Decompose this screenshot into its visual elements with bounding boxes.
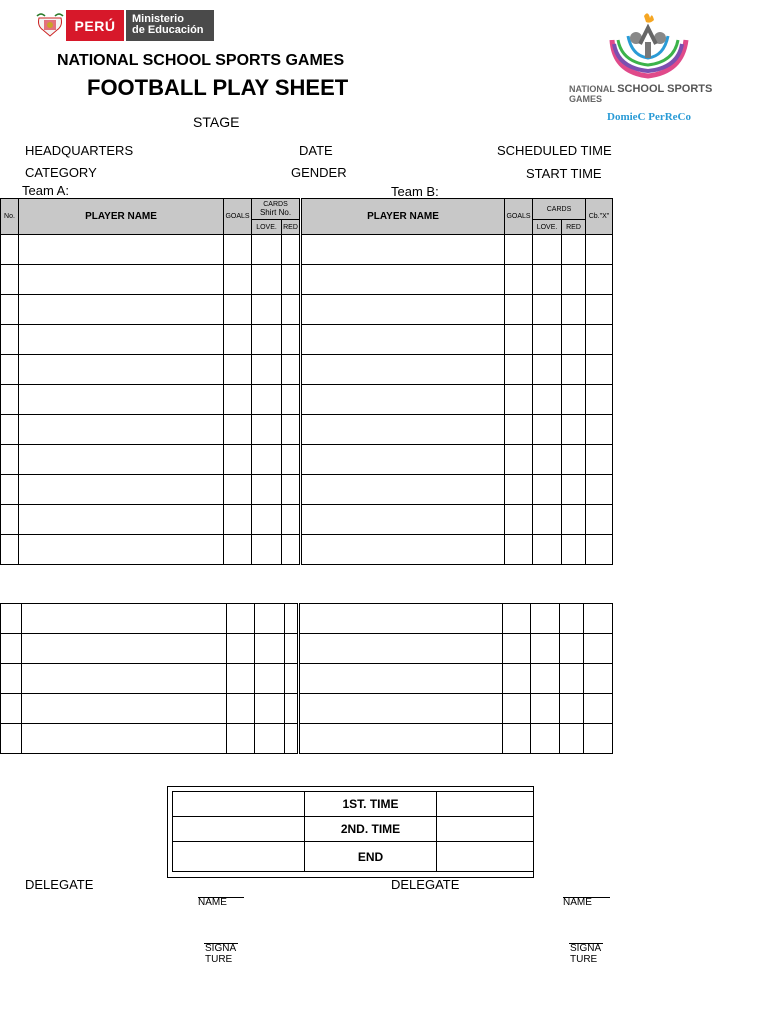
table-cell[interactable] <box>562 415 586 445</box>
table-cell[interactable] <box>1 694 22 724</box>
table-cell[interactable] <box>1 445 19 475</box>
table-cell[interactable] <box>1 295 19 325</box>
table-cell[interactable] <box>227 634 255 664</box>
table-cell[interactable] <box>1 355 19 385</box>
table-cell[interactable] <box>301 445 505 475</box>
table-cell[interactable] <box>584 664 613 694</box>
table-cell[interactable] <box>19 505 224 535</box>
table-cell[interactable] <box>586 295 613 325</box>
table-cell[interactable] <box>255 694 285 724</box>
table-cell[interactable] <box>562 535 586 565</box>
table-cell[interactable] <box>533 265 562 295</box>
table-cell[interactable] <box>533 235 562 265</box>
table-cell[interactable] <box>505 445 533 475</box>
table-cell[interactable] <box>282 295 301 325</box>
table-cell[interactable] <box>586 445 613 475</box>
table-cell[interactable] <box>301 415 505 445</box>
start-time-label: START TIME <box>526 166 602 181</box>
table-cell[interactable] <box>19 445 224 475</box>
table-cell[interactable] <box>299 664 503 694</box>
table-cell[interactable] <box>562 385 586 415</box>
table-cell[interactable] <box>252 325 282 355</box>
table-cell[interactable] <box>252 265 282 295</box>
table-cell[interactable] <box>1 385 19 415</box>
table-cell[interactable] <box>586 535 613 565</box>
header-love-a: LOVE. <box>252 220 282 235</box>
table-cell[interactable] <box>503 634 531 664</box>
table-cell[interactable] <box>533 535 562 565</box>
table-cell[interactable] <box>255 724 285 754</box>
table-cell[interactable] <box>562 475 586 505</box>
table-cell[interactable] <box>586 505 613 535</box>
stage-label: STAGE <box>193 114 240 130</box>
table-cell[interactable] <box>560 694 584 724</box>
table-cell[interactable] <box>1 724 22 754</box>
table-cell[interactable] <box>584 694 613 724</box>
table-cell[interactable] <box>252 445 282 475</box>
table-cell[interactable] <box>586 475 613 505</box>
table-cell[interactable] <box>19 295 224 325</box>
table-cell[interactable] <box>562 295 586 325</box>
table-cell[interactable] <box>224 385 252 415</box>
header-cb-x: Cb."X" <box>586 199 613 235</box>
table-cell[interactable] <box>586 325 613 355</box>
gender-label: GENDER <box>291 165 347 180</box>
table-cell[interactable] <box>301 295 505 325</box>
ministry-logo <box>33 10 214 41</box>
header-goals-a: GOALS <box>224 199 252 235</box>
table-cell[interactable] <box>562 445 586 475</box>
table-cell[interactable] <box>22 664 227 694</box>
table-cell[interactable] <box>285 694 299 724</box>
table-cell[interactable] <box>1 505 19 535</box>
table-cell[interactable] <box>285 634 299 664</box>
table-cell[interactable] <box>584 604 613 634</box>
table-cell[interactable] <box>533 355 562 385</box>
table-cell[interactable] <box>224 235 252 265</box>
second-time-label: 2ND. TIME <box>305 817 437 842</box>
table-cell[interactable] <box>584 724 613 754</box>
table-cell[interactable] <box>586 385 613 415</box>
table-cell[interactable] <box>1 634 22 664</box>
table-cell[interactable] <box>503 604 531 634</box>
table-row <box>1 295 613 325</box>
signature-label-left: SIGNA TURE <box>205 943 237 965</box>
table-cell[interactable] <box>282 265 301 295</box>
table-row <box>1 445 613 475</box>
table-cell[interactable] <box>1 664 22 694</box>
table-cell[interactable] <box>505 265 533 295</box>
table-cell[interactable] <box>586 355 613 385</box>
table-cell[interactable] <box>255 664 285 694</box>
table-cell[interactable] <box>1 325 19 355</box>
table-row <box>1 724 613 754</box>
table-cell[interactable] <box>282 505 301 535</box>
header-goals-b: GOALS <box>505 199 533 235</box>
table-cell[interactable] <box>282 415 301 445</box>
table-cell[interactable] <box>586 265 613 295</box>
table-cell[interactable] <box>22 694 227 724</box>
reserve-player-table <box>0 603 613 754</box>
table-cell[interactable] <box>224 355 252 385</box>
table-cell[interactable] <box>282 235 301 265</box>
table-cell[interactable] <box>299 724 503 754</box>
table-cell[interactable] <box>505 385 533 415</box>
table-cell[interactable] <box>562 325 586 355</box>
team-b-label: Team B: <box>391 184 439 199</box>
table-cell[interactable] <box>285 724 299 754</box>
table-cell[interactable] <box>301 235 505 265</box>
delegate-right-label: DELEGATE <box>391 877 460 892</box>
table-cell[interactable] <box>252 295 282 325</box>
table-cell[interactable] <box>533 415 562 445</box>
date-label: DATE <box>299 143 333 158</box>
table-cell[interactable] <box>560 634 584 664</box>
headquarters-label: HEADQUARTERS <box>25 143 134 158</box>
ministry-label: Ministerio de Educación <box>124 10 214 41</box>
table-cell[interactable] <box>252 235 282 265</box>
table-cell[interactable] <box>19 415 224 445</box>
table-cell[interactable] <box>255 634 285 664</box>
table-cell[interactable] <box>1 235 19 265</box>
table-cell[interactable] <box>301 505 505 535</box>
table-cell[interactable] <box>22 724 227 754</box>
credit-text: DomieC PerReCo <box>607 111 691 123</box>
table-cell[interactable] <box>301 535 505 565</box>
header-love-b: LOVE. <box>533 220 562 235</box>
header-player-name-b: PLAYER NAME <box>301 199 505 235</box>
table-cell[interactable] <box>301 325 505 355</box>
header-cards-b: CARDS <box>533 199 586 220</box>
table-cell[interactable] <box>586 415 613 445</box>
coat-of-arms-icon <box>33 10 66 41</box>
category-label: CATEGORY <box>25 165 97 180</box>
table-row <box>1 325 613 355</box>
table-cell[interactable] <box>505 475 533 505</box>
table-cell[interactable] <box>531 664 560 694</box>
table-row <box>1 415 613 445</box>
table-cell[interactable] <box>252 385 282 415</box>
table-row <box>1 355 613 385</box>
table-cell[interactable] <box>19 475 224 505</box>
score-cell[interactable] <box>173 817 305 842</box>
table-cell[interactable] <box>1 265 19 295</box>
table-cell[interactable] <box>505 505 533 535</box>
table-row <box>1 475 613 505</box>
table-cell[interactable] <box>533 295 562 325</box>
table-cell[interactable] <box>19 355 224 385</box>
table-row <box>1 604 613 634</box>
peru-label: PERÚ <box>66 10 124 41</box>
table-cell[interactable] <box>19 265 224 295</box>
table-cell[interactable] <box>285 604 299 634</box>
table-cell[interactable] <box>505 325 533 355</box>
table-cell[interactable] <box>533 445 562 475</box>
table-cell[interactable] <box>19 385 224 415</box>
table-cell[interactable] <box>505 355 533 385</box>
table-cell[interactable] <box>503 724 531 754</box>
table-cell[interactable] <box>22 634 227 664</box>
score-cell[interactable] <box>437 842 534 872</box>
table-cell[interactable] <box>533 505 562 535</box>
table-cell[interactable] <box>224 535 252 565</box>
player-table <box>0 198 613 565</box>
table-cell[interactable] <box>505 535 533 565</box>
table-cell[interactable] <box>252 475 282 505</box>
header-cards-a: CARDS Shirt No. <box>252 199 301 220</box>
table-cell[interactable] <box>1 415 19 445</box>
table-cell[interactable] <box>560 724 584 754</box>
table-cell[interactable] <box>1 475 19 505</box>
table-cell[interactable] <box>282 445 301 475</box>
table-cell[interactable] <box>531 694 560 724</box>
table-cell[interactable] <box>19 325 224 355</box>
score-cell[interactable] <box>437 792 534 817</box>
table-cell[interactable] <box>252 415 282 445</box>
delegate-left-label: DELEGATE <box>25 877 94 892</box>
table-row <box>1 664 613 694</box>
table-cell[interactable] <box>224 265 252 295</box>
score-cell[interactable] <box>173 842 305 872</box>
table-cell[interactable] <box>22 604 227 634</box>
table-cell[interactable] <box>562 265 586 295</box>
first-time-label: 1ST. TIME <box>305 792 437 817</box>
name-label-right: NAME <box>563 897 592 908</box>
table-cell[interactable] <box>560 604 584 634</box>
table-cell[interactable] <box>531 634 560 664</box>
header-player-name-a: PLAYER NAME <box>19 199 224 235</box>
table-cell[interactable] <box>252 355 282 385</box>
table-cell[interactable] <box>301 475 505 505</box>
table-cell[interactable] <box>252 535 282 565</box>
table-cell[interactable] <box>19 235 224 265</box>
table-cell[interactable] <box>1 535 19 565</box>
table-cell[interactable] <box>224 325 252 355</box>
games-logo-text: NATIONAL SCHOOL SPORTS <box>569 83 713 95</box>
table-cell[interactable] <box>531 724 560 754</box>
name-label-left: NAME <box>198 897 227 908</box>
sheet-title: FOOTBALL PLAY SHEET <box>87 75 349 100</box>
table-row <box>1 505 613 535</box>
table-cell[interactable] <box>252 505 282 535</box>
table-row <box>1 385 613 415</box>
table-cell[interactable] <box>285 664 299 694</box>
table-cell[interactable] <box>224 505 252 535</box>
table-cell[interactable] <box>282 355 301 385</box>
scheduled-time-label: SCHEDULED TIME <box>497 143 612 158</box>
score-table <box>172 791 534 872</box>
games-logo-text-2: GAMES <box>569 94 603 104</box>
table-cell[interactable] <box>560 664 584 694</box>
table-row <box>1 265 613 295</box>
table-cell[interactable] <box>224 475 252 505</box>
table-cell[interactable] <box>562 235 586 265</box>
table-cell[interactable] <box>533 475 562 505</box>
score-cell[interactable] <box>173 792 305 817</box>
table-cell[interactable] <box>301 385 505 415</box>
table-cell[interactable] <box>224 415 252 445</box>
table-row <box>1 235 613 265</box>
table-cell[interactable] <box>19 535 224 565</box>
table-cell[interactable] <box>227 724 255 754</box>
score-cell[interactable] <box>437 817 534 842</box>
table-cell[interactable] <box>586 235 613 265</box>
table-cell[interactable] <box>301 355 505 385</box>
table-cell[interactable] <box>282 535 301 565</box>
header-red-b: RED <box>562 220 586 235</box>
table-cell[interactable] <box>299 694 503 724</box>
table-cell[interactable] <box>584 634 613 664</box>
team-a-label: Team A: <box>22 183 69 198</box>
table-row <box>1 634 613 664</box>
signature-label-right: SIGNA TURE <box>570 943 602 965</box>
table-cell[interactable] <box>282 325 301 355</box>
table-cell[interactable] <box>255 604 285 634</box>
table-cell[interactable] <box>503 694 531 724</box>
table-cell[interactable] <box>505 415 533 445</box>
table-cell[interactable] <box>301 265 505 295</box>
table-cell[interactable] <box>505 295 533 325</box>
table-cell[interactable] <box>224 445 252 475</box>
table-cell[interactable] <box>505 235 533 265</box>
table-cell[interactable] <box>282 385 301 415</box>
end-label: END <box>305 842 437 872</box>
table-cell[interactable] <box>503 664 531 694</box>
table-cell[interactable] <box>299 604 503 634</box>
header-no: No. <box>1 199 19 235</box>
table-cell[interactable] <box>224 295 252 325</box>
table-row <box>1 694 613 724</box>
table-cell[interactable] <box>531 604 560 634</box>
table-cell[interactable] <box>533 325 562 355</box>
table-cell[interactable] <box>533 385 562 415</box>
table-cell[interactable] <box>282 475 301 505</box>
table-cell[interactable] <box>227 694 255 724</box>
event-title: NATIONAL SCHOOL SPORTS GAMES <box>57 52 345 69</box>
table-cell[interactable] <box>562 505 586 535</box>
table-cell[interactable] <box>299 634 503 664</box>
games-logo-icon <box>604 10 692 82</box>
table-cell[interactable] <box>1 604 22 634</box>
header-red-a: RED <box>282 220 301 235</box>
table-cell[interactable] <box>227 604 255 634</box>
table-cell[interactable] <box>562 355 586 385</box>
table-row <box>1 535 613 565</box>
table-cell[interactable] <box>227 664 255 694</box>
